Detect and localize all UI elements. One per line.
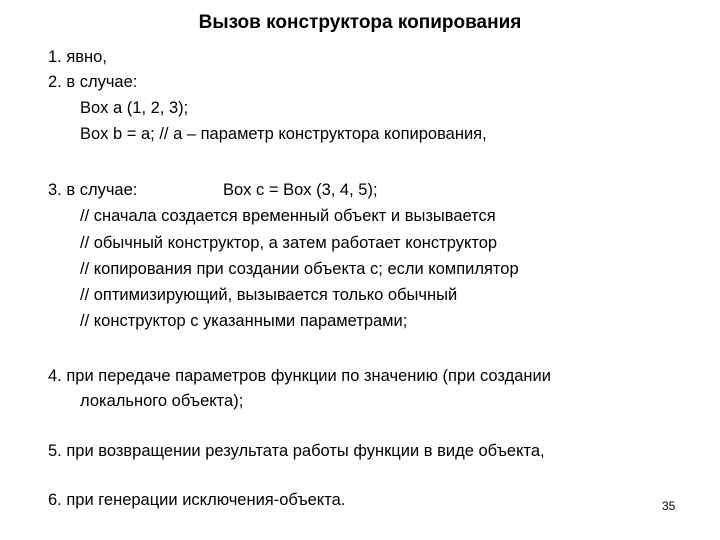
- list-item-5: 5. при возвращении результата работы функции в виде объекта,: [48, 442, 545, 460]
- comment-line-1: // сначала создается временный объект и вызывается: [80, 207, 496, 225]
- list-item-3: 3. в случае:: [48, 181, 138, 199]
- comment-line-3: // копирования при создании объекта с; если компилятор: [80, 260, 519, 278]
- list-item-1: 1. явно,: [48, 48, 107, 66]
- code-line-box-a: Box a (1, 2, 3);: [80, 99, 189, 117]
- slide-title: Вызов конструктора копирования: [198, 12, 522, 33]
- page-number: 35: [662, 499, 676, 513]
- code-line-box-b: Box b = a; // a – параметр конструктора копирования,: [80, 125, 487, 143]
- list-item-2: 2. в случае:: [48, 73, 138, 91]
- code-line-box-c: Box c = Box (3, 4, 5);: [223, 181, 378, 199]
- list-item-6: 6. при генерации исключения-объекта.: [48, 491, 346, 509]
- comment-line-4: // оптимизирующий, вызывается только обычный: [80, 286, 458, 304]
- list-item-4-continuation: локального объекта);: [80, 392, 244, 410]
- list-item-4: 4. при передаче параметров функции по значению (при создании: [48, 367, 551, 385]
- comment-line-2: // обычный конструктор, а затем работает конструктор: [80, 234, 498, 252]
- comment-line-5: // конструктор с указанными параметрами;: [80, 312, 408, 330]
